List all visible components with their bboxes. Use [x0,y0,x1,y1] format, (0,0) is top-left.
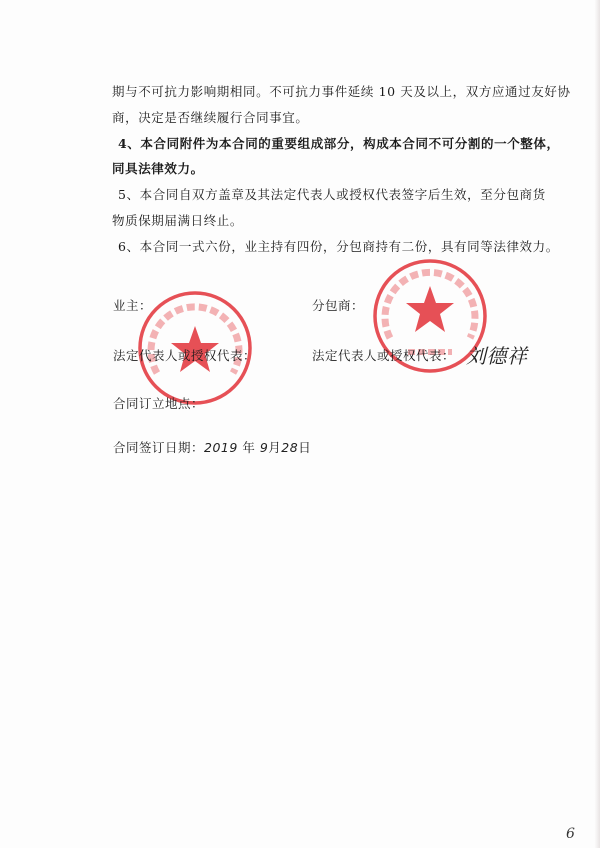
paragraph-line: 商，决定是否继续履行合同事宜。 [112,110,309,125]
year-char: 年 [242,440,256,455]
owner-label: 业主： [113,298,153,313]
date-day: 28 [281,440,299,455]
date-label: 合同签订日期： [113,440,205,455]
paragraph-line: 期与不可抗力影响期相同。不可抗力事件延续 10 天及以上，双方应通过友好协 [112,84,571,99]
clause-4: 4、本合同附件为本合同的重要组成部分，构成本合同不可分割的一个整体， [118,136,560,151]
clause-4-cont: 同具法律效力。 [112,161,204,176]
date-line [113,438,311,456]
month-char: 月 [268,440,282,455]
clause-6: 6、本合同一式六份，业主持有四份，分包商持有二份，具有同等法律效力。 [118,239,559,254]
owner-rep-label: 法定代表人或授权代表： [113,348,257,363]
subcontractor-label: 分包商： [312,298,365,313]
date-month: 9 [259,440,269,455]
place-label: 合同订立地点： [113,396,205,411]
subcontractor-rep-label: 法定代表人或授权代表： [312,348,456,363]
page-number: 6 [566,826,575,842]
date-year: 2019 [204,440,238,455]
clause-5: 5、本合同自双方盖章及其法定代表人或授权代表签字后生效，至分包商货 [118,187,546,202]
subcontractor-signature: 刘德祥 [466,344,528,368]
clause-5-cont: 物质保期届满日终止。 [112,213,244,228]
scan-edge [594,0,600,848]
day-char: 日 [298,440,312,455]
